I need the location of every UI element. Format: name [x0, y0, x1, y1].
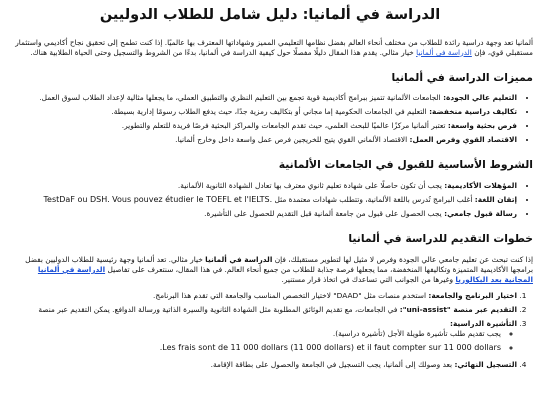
steps-intro-link[interactable]: الدراسة في ألمانيا المجانية بعد البكالوريا: [37, 264, 533, 284]
intro-text-before: ألمانيا تعد وجهة دراسية رائدة للطلاب من مختلف أنحاء العالم بفضل نظامها التعليمي المميز وشهاداتها المعترف بها عالميًا. إذا كنت تطمح إلى تحقيق نجاح أكاديمي واستثمار مستقبلي قوي، فإن: [15, 37, 533, 57]
steps-intro-paragraph: إذا كنت تبحث عن تعليم جامعي عالي الجودة وفرص لا مثيل لها لتطوير مستقبلك، فإن الدراسة في ألمانيا خيار مثالي. تعد ألمانيا وجهة رئيسية للطلاب الدوليين بفضل برامجها الأكاديمية المتميزة وتكاليفها المنخفضة، مما يجعلها فرصة جذابة للطلاب من جميع أنحاء العالم. في هذا المقال، سنتعرف على تفاصيل الدراسة في ألمانيا المجانية بعد البكالوريا وغيرها من الجوانب التي تساعدك في اتخاذ قرار مستنير.: [25, 254, 533, 284]
visa-sublist: [7, 329, 517, 354]
list-item: 3. التأشيرة الدراسية: ◦ يجب تقديم طلب تأشيرة طويلة الأجل (تأشيرة دراسية). ◦ Les frais sont de 11 000 dollars (11 000 dollars) et il faut compter sur 11 000 dollars.: [7, 319, 517, 354]
page-title: الدراسة في ألمانيا: دليل شامل للطلاب الدوليين: [99, 7, 441, 23]
list-item: 1. اختيار البرنامج والجامعة: استخدم منصات مثل "DAAD" لاختيار التخصص المناسب والجامعة التي تقدم هذا البرنامج.: [7, 291, 517, 301]
list-item: • إتقان اللغة: أغلب البرامج تُدرس باللغة الألمانية، وتتطلب شهادات معتمدة مثل TestDaF ou DSH. Vous pouvez étudier le TOEFL et l'IELTS.: [7, 195, 517, 206]
list-item: 4. التسجيل النهائي: بعد وصولك إلى ألمانيا، يجب التسجيل في الجامعة والحصول على بطاقة الإقامة.: [7, 360, 517, 370]
list-item: • المؤهلات الأكاديمية: يجب أن تكون حاصلًا على شهادة تعليم ثانوي معترف بها تعادل الشهادة الثانوية الألمانية.: [7, 181, 517, 191]
steps-list: [7, 291, 533, 370]
intro-link[interactable]: الدراسة في ألمانيا: [416, 47, 472, 57]
benefits-list: [7, 93, 533, 145]
requirements-list: [7, 181, 533, 220]
section-heading-benefits: مميزات الدراسة في ألمانيا: [391, 70, 533, 84]
list-item: • رسالة قبول جامعي: يجب الحصول على قبول من جامعة ألمانية قبل التقديم للحصول على التأشيرة.: [7, 209, 517, 219]
section-heading-steps: خطوات التقديم للدراسة في ألمانيا: [348, 232, 533, 246]
section-heading-requirements: الشروط الأساسية للقبول في الجامعات الألمانية: [278, 158, 533, 172]
list-item: • الاقتصاد القوي وفرص العمل: الاقتصاد الألماني القوي يتيح للخريجين فرص عمل واسعة داخل وخارج ألمانيا.: [7, 135, 517, 145]
intro-text-after: خيار مثالي. يقدم هذا المقال دليلًا مفصلًا حول كيفية الدراسة في ألمانيا، بدءًا من الشروط والتسجيل وحتى الحياة الطلابية هناك.: [30, 47, 414, 57]
list-item: ◦ Les frais sont de 11 000 dollars (11 000 dollars) et il faut compter sur 11 000 dollars.: [7, 343, 501, 354]
list-item: • فرص بحثية واسعة: تعتبر ألمانيا مركزًا عالميًا للبحث العلمي، حيث تقدم الجامعات والمراكز البحثية فرصًا فريدة للتعلم والتطوير.: [7, 121, 517, 131]
intro-paragraph: [7, 38, 533, 58]
list-item: 2. التقديم عبر منصة "uni-assist": في الجامعات، مع تقديم الوثائق المطلوبة مثل الشهادة الثانوية والسيرة الذاتية ورسالة الدوافع. يمكن التقديم عبر منصة: [7, 305, 517, 315]
article: [7, 0, 533, 370]
list-item: • تكاليف دراسية منخفضة: التعليم في الجامعات الحكومية إما مجاني أو بتكاليف رمزية جدًا، حيث يدفع الطلاب رسومًا إدارية بسيطة.: [7, 107, 517, 117]
list-item: • التعليم عالي الجودة: الجامعات الألمانية تتميز ببرامج أكاديمية قوية تجمع بين التعليم النظري والتطبيق العملي، ما يجعلها مثالية لإعداد الطلاب لسوق العمل.: [7, 93, 517, 103]
list-item: ◦ يجب تقديم طلب تأشيرة طويلة الأجل (تأشيرة دراسية).: [7, 329, 501, 339]
